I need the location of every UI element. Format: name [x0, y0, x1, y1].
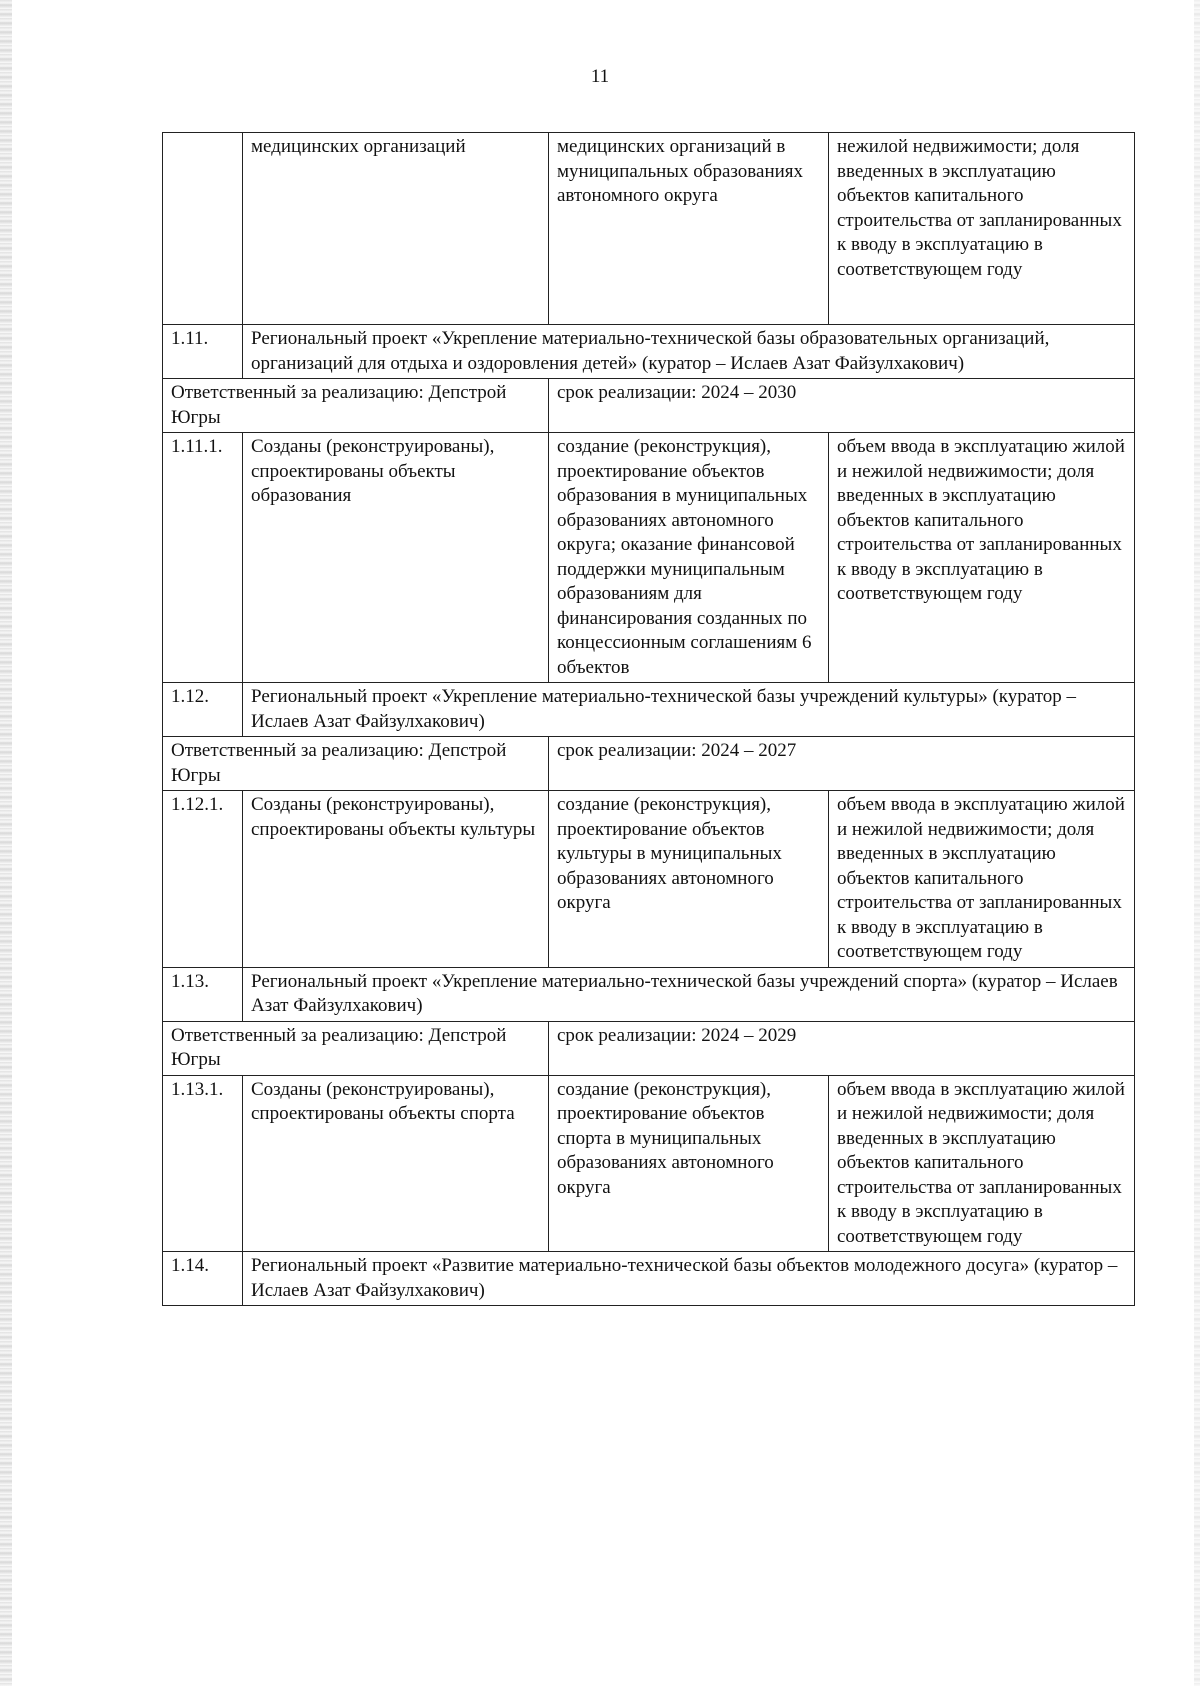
term-cell: срок реализации: 2024 – 2030 — [549, 379, 1135, 433]
indicator-cell: объем ввода в эксплуатацию жилой и нежилой недвижимости; доля введенных в эксплуатацию объектов капитального строительства от запланированных к вводу в эксплуатацию в соответствующем году — [829, 433, 1135, 683]
activity-cell: создание (реконструкция), проектирование объектов образования в муниципальных образованиях автономного округа; оказание финансовой поддержки муниципальным образованиям для финансирования созданных по концессионным соглашениям 6 объектов — [549, 433, 829, 683]
page-number: 11 — [590, 66, 610, 87]
task-cell: Созданы (реконструированы), спроектированы объекты образования — [243, 433, 549, 683]
task-row — [163, 433, 1135, 683]
project-header-row — [163, 1252, 1135, 1306]
responsible-cell: Ответственный за реализацию: Депстрой Югры — [163, 1021, 549, 1075]
indicator-cell: объем ввода в эксплуатацию жилой и нежилой недвижимости; доля введенных в эксплуатацию объектов капитального строительства от запланированных к вводу в эксплуатацию в соответствующем году — [829, 1075, 1135, 1252]
project-number: 1.11. — [163, 325, 243, 379]
task-row — [163, 1075, 1135, 1252]
task-number: 1.12.1. — [163, 791, 243, 968]
task-cell: Созданы (реконструированы), спроектированы объекты спорта — [243, 1075, 549, 1252]
project-number: 1.14. — [163, 1252, 243, 1306]
task-number: 1.11.1. — [163, 433, 243, 683]
scan-edge-left — [0, 0, 12, 1686]
task-cell: медицинских организаций — [243, 133, 549, 325]
responsible-row — [163, 379, 1135, 433]
project-number: 1.13. — [163, 967, 243, 1021]
responsible-cell: Ответственный за реализацию: Депстрой Югры — [163, 379, 549, 433]
project-number: 1.12. — [163, 683, 243, 737]
project-title: Региональный проект «Укрепление материально-технической базы учреждений спорта» (куратор – Ислаев Азат Файзулхакович) — [243, 967, 1135, 1021]
term-cell: срок реализации: 2024 – 2027 — [549, 737, 1135, 791]
continuation-row — [163, 133, 1135, 325]
project-title: Региональный проект «Укрепление материально-технической базы образовательных организаций, организаций для отдыха и оздоровления детей» (куратор – Ислаев Азат Файзулхакович) — [243, 325, 1135, 379]
indicator-cell: нежилой недвижимости; доля введенных в эксплуатацию объектов капитального строительства от запланированных к вводу в эксплуатацию в соответствующем году — [829, 133, 1135, 325]
project-table — [162, 132, 1135, 1306]
indicator-cell: объем ввода в эксплуатацию жилой и нежилой недвижимости; доля введенных в эксплуатацию объектов капитального строительства от запланированных к вводу в эксплуатацию в соответствующем году — [829, 791, 1135, 968]
scan-edge-right — [1194, 0, 1200, 1686]
activity-cell: создание (реконструкция), проектирование объектов спорта в муниципальных образованиях автономного округа — [549, 1075, 829, 1252]
project-title: Региональный проект «Развитие материально-технической базы объектов молодежного досуга» (куратор – Ислаев Азат Файзулхакович) — [243, 1252, 1135, 1306]
project-header-row — [163, 967, 1135, 1021]
project-header-row — [163, 325, 1135, 379]
task-row — [163, 791, 1135, 968]
project-header-row — [163, 683, 1135, 737]
activity-cell: создание (реконструкция), проектирование объектов культуры в муниципальных образованиях автономного округа — [549, 791, 829, 968]
term-cell: срок реализации: 2024 – 2029 — [549, 1021, 1135, 1075]
task-cell: Созданы (реконструированы), спроектированы объекты культуры — [243, 791, 549, 968]
activity-cell: медицинских организаций в муниципальных образованиях автономного округа — [549, 133, 829, 325]
responsible-row — [163, 1021, 1135, 1075]
number-cell-empty — [163, 133, 243, 325]
responsible-cell: Ответственный за реализацию: Депстрой Югры — [163, 737, 549, 791]
responsible-row — [163, 737, 1135, 791]
task-number: 1.13.1. — [163, 1075, 243, 1252]
project-title: Региональный проект «Укрепление материально-технической базы учреждений культуры» (куратор – Ислаев Азат Файзулхакович) — [243, 683, 1135, 737]
